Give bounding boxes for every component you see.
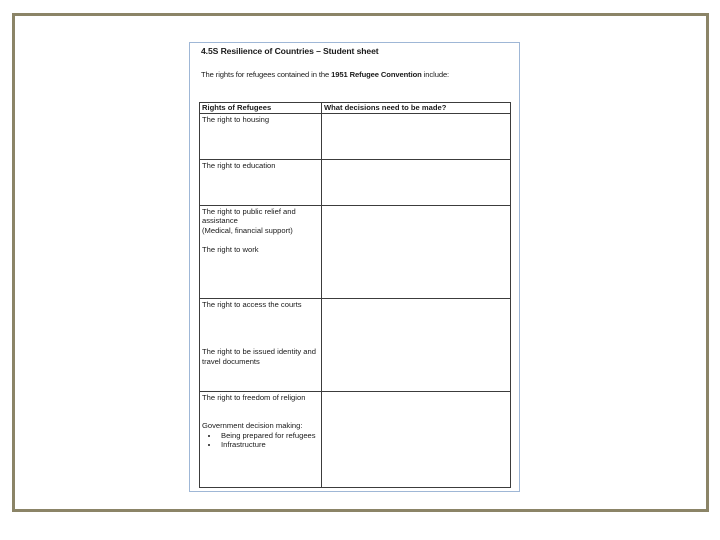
right-text: The right to freedom of religion xyxy=(202,392,306,402)
right-text: The right to public relief and assistance xyxy=(202,206,296,226)
sheet-intro xyxy=(201,70,449,79)
decision-cell[interactable] xyxy=(322,113,511,159)
right-cell xyxy=(200,298,322,391)
table-row xyxy=(200,113,511,159)
decision-cell[interactable] xyxy=(322,205,511,298)
right-text: The right to housing xyxy=(202,114,270,124)
table-row xyxy=(200,159,511,205)
table-row xyxy=(200,298,511,391)
rights-table xyxy=(199,102,511,488)
decision-cell[interactable] xyxy=(322,298,511,391)
table-row xyxy=(200,205,511,298)
right-cell xyxy=(200,159,322,205)
intro-emphasis: 1951 Refugee Convention xyxy=(331,70,422,79)
intro-suffix: include: xyxy=(421,70,450,79)
right-text: The right to education xyxy=(202,160,276,170)
header-decisions: What decisions need to be made? xyxy=(322,103,511,114)
header-rights: Rights of Refugees xyxy=(200,103,322,114)
list-item: • Infrastructure xyxy=(219,440,319,450)
decision-cell[interactable] xyxy=(322,391,511,487)
decision-cell[interactable] xyxy=(322,159,511,205)
right-text: The right to be issued identity and travel documents xyxy=(202,347,316,366)
right-text: The right to work xyxy=(202,245,259,255)
right-text: The right to access the courts xyxy=(202,299,302,309)
list-item: • Being prepared for refugees xyxy=(219,431,319,441)
intro-prefix: The rights for refugees contained in the xyxy=(201,70,332,79)
right-cell xyxy=(200,113,322,159)
right-cell xyxy=(200,391,322,487)
gov-list xyxy=(202,431,319,450)
right-note: (Medical, financial support) xyxy=(202,225,293,235)
table-row xyxy=(200,391,511,487)
table-header-row xyxy=(200,103,511,114)
sheet-title: 4.5S Resilience of Countries – Student sheet xyxy=(201,46,379,56)
right-cell xyxy=(200,205,322,298)
student-sheet xyxy=(189,42,520,492)
gov-heading: Government decision making: xyxy=(202,421,303,431)
